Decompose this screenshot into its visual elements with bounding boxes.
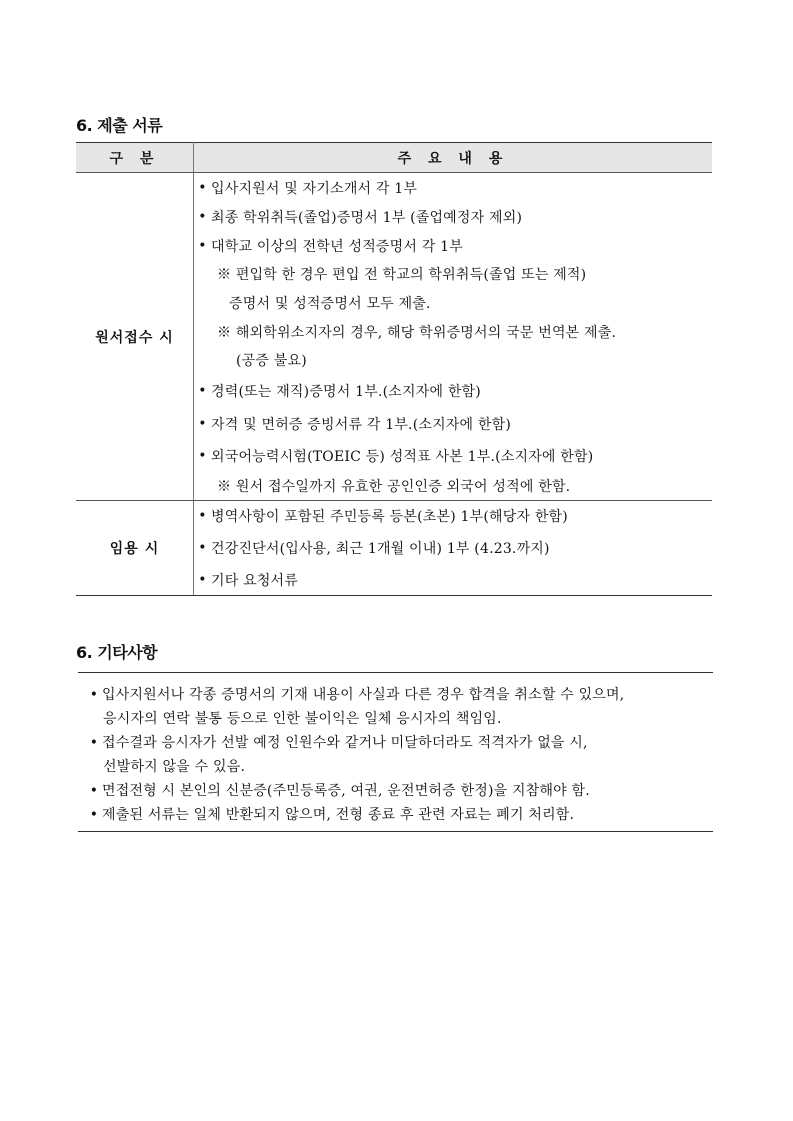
bullet-icon: • xyxy=(198,179,207,196)
table-row xyxy=(76,173,712,501)
item-text: 건강진단서(입사용, 최근 1개월 이내) 1부 (4.23.까지) xyxy=(211,541,550,557)
item-text: 경력(또는 재직)증명서 1부.(소지자에 한함) xyxy=(211,384,481,400)
list-item xyxy=(86,804,574,824)
item-text: 제출된 서류는 일체 반환되지 않으며, 전형 종료 후 관련 자료는 폐기 처리함. xyxy=(102,807,575,823)
item-text: 입사지원서나 각종 증명서의 기재 내용이 사실과 다른 경우 합격을 취소할 수 있으며, xyxy=(102,687,625,703)
note-text: ※ 원서 접수일까지 유효한 공인인증 외국어 성적에 한함. xyxy=(217,479,571,495)
note-text: ※ 편입학 한 경우 편입 전 학교의 학위취득(졸업 또는 제적) xyxy=(217,267,587,283)
item-text: 대학교 이상의 전학년 성적증명서 각 1부 xyxy=(211,238,463,255)
bullet-icon: • xyxy=(198,383,207,399)
list-item xyxy=(194,531,712,565)
list-item-continuation: 응시자의 연락 불통 등으로 인한 불이익은 일체 응시자의 책임임. xyxy=(103,711,502,727)
bullet-icon: • xyxy=(89,807,99,823)
note-item xyxy=(194,260,712,288)
list-item xyxy=(194,374,712,408)
item-text: 기타 요청서류 xyxy=(211,573,298,589)
header-content: 주 요 내 용 xyxy=(194,143,713,173)
category-appointment: 임용 시 xyxy=(76,501,194,596)
item-text: 입사지원서 및 자기소개서 각 1부 xyxy=(211,180,418,197)
list-item xyxy=(194,202,712,231)
note-continuation xyxy=(194,346,712,374)
list-item xyxy=(194,231,712,260)
list-item-continuation: 선발하지 않을 수 있음. xyxy=(103,759,246,775)
list-item xyxy=(194,408,712,440)
table-row xyxy=(76,501,712,596)
other-notes-box xyxy=(78,672,713,832)
bullet-icon: • xyxy=(198,540,207,556)
bullet-icon: • xyxy=(89,735,99,751)
note-item xyxy=(194,472,712,500)
section-title-other: 6. 기타사항 xyxy=(76,643,158,662)
category-application: 원서접수 시 xyxy=(76,173,194,501)
item-text: 면접전형 시 본인의 신분증(주민등록증, 여권, 운전면허증 한정)을 지참해야 함. xyxy=(102,783,590,799)
list-item xyxy=(86,780,590,800)
bullet-icon: • xyxy=(198,448,207,464)
header-category: 구 분 xyxy=(76,143,194,173)
note-item xyxy=(194,318,712,346)
item-text: 자격 및 면허증 증빙서류 각 1부.(소지자에 한함) xyxy=(211,417,512,433)
item-text: 병역사항이 포함된 주민등록 등본(초본) 1부(해당자 한함) xyxy=(211,509,568,525)
bullet-icon: • xyxy=(89,783,99,799)
bullet-icon: • xyxy=(198,572,207,588)
content-application xyxy=(194,173,713,501)
item-text: 접수결과 응시자가 선발 예정 인원수와 같거나 미달하더라도 적격자가 없을 시, xyxy=(102,735,588,751)
table-header-row xyxy=(76,143,712,173)
note-text: 증명서 및 성적증명서 모두 제출. xyxy=(229,296,431,312)
note-text: ※ 해외학위소지자의 경우, 해당 학위증명서의 국문 번역본 제출. xyxy=(217,325,617,341)
list-item xyxy=(86,684,624,704)
list-item xyxy=(194,501,712,531)
list-item xyxy=(194,440,712,472)
item-text: 외국어능력시험(TOEIC 등) 성적표 사본 1부.(소지자에 한함) xyxy=(211,449,594,465)
list-item xyxy=(86,732,588,752)
list-item xyxy=(194,173,712,202)
bullet-icon: • xyxy=(198,508,207,524)
content-appointment xyxy=(194,501,713,596)
note-text: (공증 불요) xyxy=(236,353,307,369)
list-item xyxy=(194,565,712,595)
item-text: 최종 학위취득(졸업)증명서 1부 (졸업예정자 제외) xyxy=(211,209,523,226)
section-title-documents: 6. 제출 서류 xyxy=(76,116,163,135)
note-continuation xyxy=(194,288,712,318)
bullet-icon: • xyxy=(89,687,99,703)
bullet-icon: • xyxy=(198,208,207,225)
bullet-icon: • xyxy=(198,237,207,254)
bullet-icon: • xyxy=(198,416,207,432)
documents-table xyxy=(76,142,712,596)
